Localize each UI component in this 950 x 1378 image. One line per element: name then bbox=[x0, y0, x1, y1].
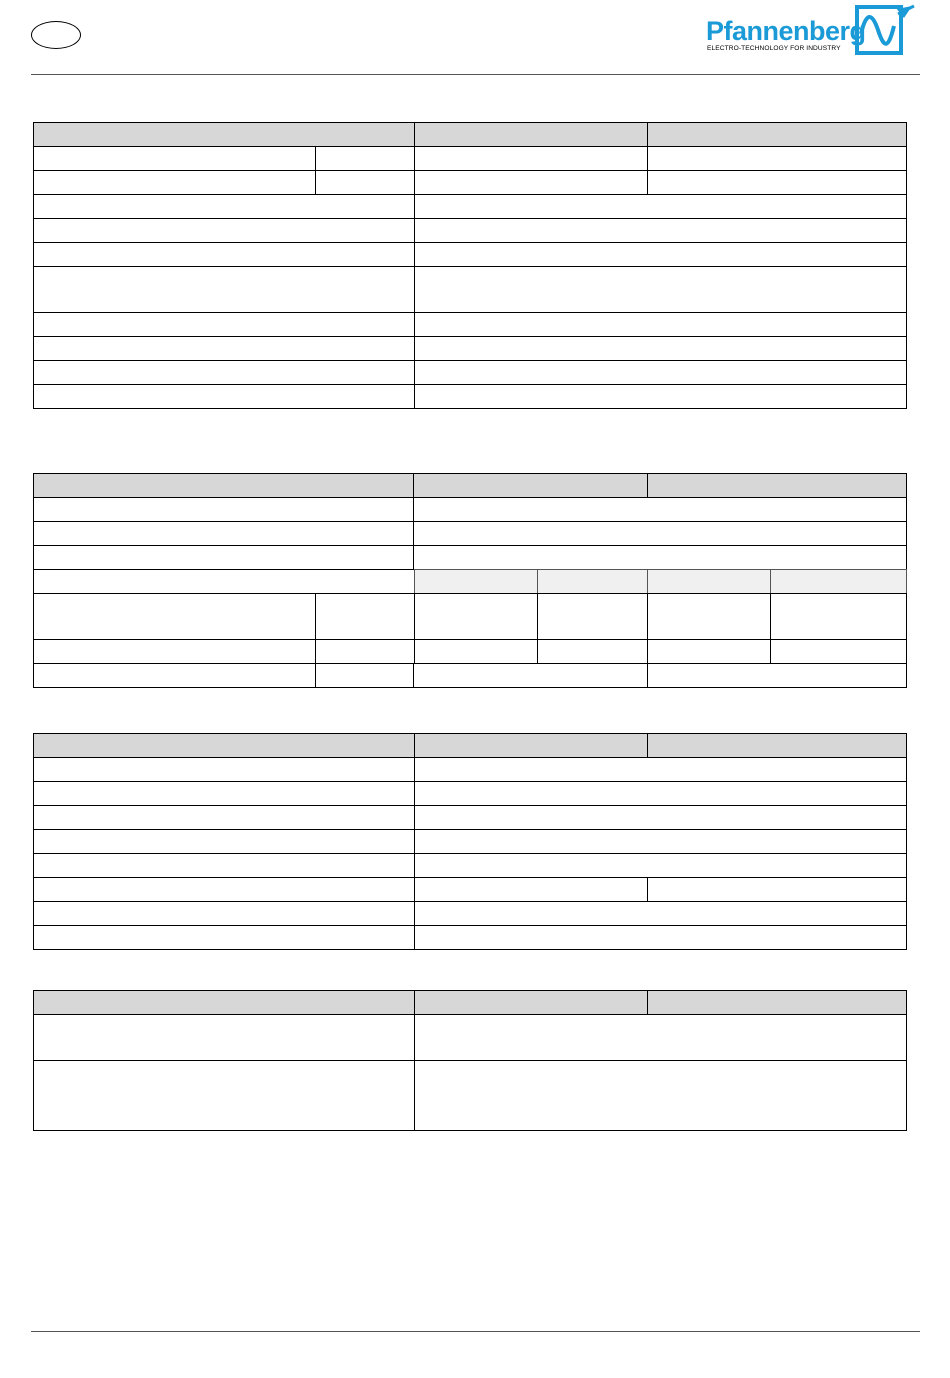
table-cell bbox=[647, 146, 907, 171]
table-row bbox=[33, 877, 906, 901]
table-3 bbox=[33, 733, 906, 949]
table-cell bbox=[33, 663, 316, 688]
table-cell bbox=[33, 194, 415, 219]
table-cell bbox=[33, 639, 316, 664]
table-row bbox=[33, 336, 906, 360]
table-cell bbox=[414, 312, 907, 337]
table-row bbox=[33, 901, 906, 925]
table-header-cell bbox=[647, 473, 907, 498]
table-cell bbox=[537, 593, 648, 640]
table-row bbox=[33, 569, 906, 593]
table-header-row bbox=[33, 990, 906, 1014]
table-cell bbox=[414, 146, 648, 171]
table-row bbox=[33, 829, 906, 853]
table-row bbox=[33, 853, 906, 877]
table-cell bbox=[414, 1014, 907, 1061]
table-cell bbox=[33, 757, 415, 782]
header-rule bbox=[31, 74, 920, 75]
table-row bbox=[33, 1060, 906, 1130]
table-cell bbox=[537, 639, 648, 664]
table-cell bbox=[413, 545, 907, 570]
table-cell bbox=[770, 569, 907, 594]
table-cell bbox=[647, 663, 907, 688]
table-row bbox=[33, 242, 906, 266]
table-cell bbox=[770, 639, 907, 664]
table-cell bbox=[647, 877, 907, 902]
table-cell bbox=[315, 663, 414, 688]
table-cell bbox=[414, 781, 907, 806]
table-row bbox=[33, 781, 906, 805]
table-header-cell bbox=[414, 122, 648, 147]
brand-tagline: ELECTRO-TECHNOLOGY FOR INDUSTRY bbox=[707, 45, 841, 52]
table-row bbox=[33, 266, 906, 312]
table-cell bbox=[414, 170, 648, 195]
table-cell bbox=[414, 853, 907, 878]
table-row bbox=[33, 360, 906, 384]
table-cell bbox=[33, 1060, 415, 1131]
table-row bbox=[33, 384, 906, 408]
brand-name: Pfannenberg bbox=[706, 16, 866, 46]
table-cell bbox=[537, 569, 648, 594]
table-cell bbox=[414, 242, 907, 267]
table-row bbox=[33, 312, 906, 336]
table-4 bbox=[33, 990, 906, 1130]
table-header-cell bbox=[33, 990, 415, 1015]
table-cell bbox=[33, 336, 415, 361]
table-cell bbox=[33, 925, 415, 950]
table-cell bbox=[33, 170, 316, 195]
table-header-cell bbox=[33, 473, 414, 498]
table-cell bbox=[33, 242, 415, 267]
table-cell bbox=[413, 521, 907, 546]
table-row bbox=[33, 521, 906, 545]
table-header-row bbox=[33, 122, 906, 146]
table-cell bbox=[33, 781, 415, 806]
table-cell bbox=[414, 877, 648, 902]
table-cell bbox=[33, 497, 414, 522]
table-cell bbox=[33, 853, 415, 878]
footer-rule bbox=[31, 1331, 920, 1332]
table-header-cell bbox=[413, 473, 648, 498]
table-cell bbox=[414, 336, 907, 361]
table-cell bbox=[33, 360, 415, 385]
table-header-cell bbox=[647, 990, 907, 1015]
table-row bbox=[33, 663, 906, 687]
table-cell bbox=[770, 593, 907, 640]
table-row bbox=[33, 170, 906, 194]
table-row bbox=[33, 593, 906, 639]
table-cell bbox=[647, 170, 907, 195]
table-cell bbox=[414, 266, 907, 313]
table-cell bbox=[315, 593, 415, 640]
table-row bbox=[33, 805, 906, 829]
table-cell bbox=[33, 218, 415, 243]
table-row bbox=[33, 146, 906, 170]
table-header-row bbox=[33, 733, 906, 757]
table-cell bbox=[33, 569, 415, 594]
brand-wave-icon bbox=[852, 4, 916, 56]
table-cell bbox=[414, 805, 907, 830]
language-badge bbox=[31, 21, 81, 49]
table-2 bbox=[33, 473, 906, 687]
table-cell bbox=[33, 877, 415, 902]
table-header-cell bbox=[647, 733, 907, 758]
table-cell bbox=[414, 901, 907, 926]
table-cell bbox=[414, 194, 907, 219]
table-header-cell bbox=[414, 733, 648, 758]
table-row bbox=[33, 545, 906, 569]
table-cell bbox=[647, 569, 771, 594]
table-cell bbox=[414, 218, 907, 243]
table-cell bbox=[315, 170, 415, 195]
table-cell bbox=[414, 757, 907, 782]
table-header-cell bbox=[414, 990, 648, 1015]
table-cell bbox=[33, 266, 415, 313]
table-cell bbox=[315, 639, 415, 664]
table-header-row bbox=[33, 473, 906, 497]
table-row bbox=[33, 1014, 906, 1060]
table-cell bbox=[414, 569, 538, 594]
table-cell bbox=[33, 521, 414, 546]
table-cell bbox=[33, 545, 414, 570]
table-cell bbox=[33, 901, 415, 926]
table-cell bbox=[315, 146, 415, 171]
table-row bbox=[33, 194, 906, 218]
table-cell bbox=[33, 593, 316, 640]
table-row bbox=[33, 639, 906, 663]
table-cell bbox=[647, 639, 771, 664]
table-row bbox=[33, 925, 906, 949]
table-1 bbox=[33, 122, 906, 408]
table-row bbox=[33, 497, 906, 521]
table-header-cell bbox=[33, 122, 415, 147]
table-cell bbox=[33, 312, 415, 337]
table-cell bbox=[414, 384, 907, 409]
table-row bbox=[33, 757, 906, 781]
table-row bbox=[33, 218, 906, 242]
table-cell bbox=[414, 360, 907, 385]
table-cell bbox=[414, 1060, 907, 1131]
table-cell bbox=[414, 593, 538, 640]
table-header-cell bbox=[647, 122, 907, 147]
table-cell bbox=[414, 639, 538, 664]
table-cell bbox=[414, 829, 907, 854]
table-cell bbox=[33, 146, 316, 171]
table-cell bbox=[33, 805, 415, 830]
table-cell bbox=[647, 593, 771, 640]
table-cell bbox=[413, 497, 907, 522]
table-header-cell bbox=[33, 733, 415, 758]
table-cell bbox=[413, 663, 648, 688]
table-cell bbox=[33, 1014, 415, 1061]
brand-logo bbox=[706, 4, 920, 60]
table-cell bbox=[33, 384, 415, 409]
table-cell bbox=[33, 829, 415, 854]
table-cell bbox=[414, 925, 907, 950]
